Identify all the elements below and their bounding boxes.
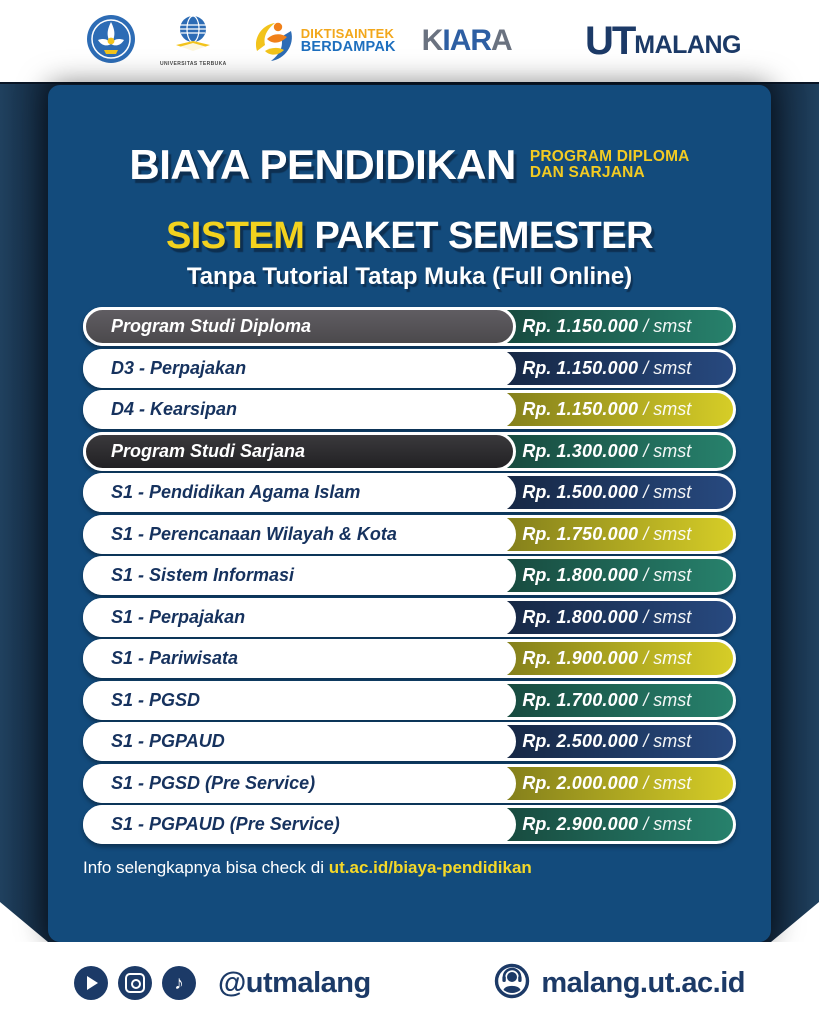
- fee-rows: [83, 307, 736, 844]
- price-value: Rp. 1.500.000 / smst: [522, 482, 692, 502]
- fee-row: [83, 805, 736, 844]
- corner-cut-left: [0, 902, 48, 942]
- tiktok-icon[interactable]: [162, 966, 196, 1000]
- program-label: S1 - PGPAUD: [83, 722, 516, 761]
- social-handle[interactable]: @utmalang: [218, 966, 371, 999]
- diktisaintek-swoosh-icon: [251, 17, 297, 65]
- program-label: S1 - PGSD (Pre Service): [83, 764, 516, 803]
- fee-row: [83, 349, 736, 388]
- kiara-letter: A: [449, 24, 471, 57]
- price-value: Rp. 1.300.000 / smst: [522, 440, 692, 461]
- program-label: S1 - PGSD: [83, 681, 516, 720]
- scheme-heading-accent: SISTEM: [165, 215, 305, 257]
- kiara-letter: I: [442, 24, 450, 57]
- program-label: S1 - Pendidikan Agama Islam: [83, 473, 516, 512]
- corner-cut-right: [771, 902, 819, 942]
- brand-primary: UT: [584, 18, 635, 63]
- ut-malang-wordmark: [585, 19, 741, 64]
- program-label: Program Studi Diploma: [83, 307, 516, 346]
- scheme-heading-rest: PAKET SEMESTER: [304, 215, 654, 257]
- footer-bar: [0, 942, 819, 1024]
- brand-secondary: MALANG: [634, 30, 741, 59]
- info-text: Info selengkapnya bisa check di: [83, 858, 329, 877]
- program-label: S1 - Perpajakan: [83, 598, 516, 637]
- fee-row: [83, 515, 736, 554]
- kiara-letter: A: [491, 24, 512, 57]
- fee-row: [83, 764, 736, 803]
- camera-glyph: [125, 973, 145, 993]
- program-label: D3 - Perpajakan: [83, 349, 516, 388]
- instagram-icon[interactable]: [118, 966, 152, 1000]
- scheme-subheading: Tanpa Tutorial Tatap Muka (Full Online): [186, 263, 633, 290]
- kiara-letter: R: [470, 24, 492, 57]
- universitas-terbuka-logo: [160, 15, 227, 67]
- program-label: Program Studi Sarjana: [83, 432, 516, 471]
- program-label: S1 - Perencanaan Wilayah & Kota: [83, 515, 516, 554]
- universitas-terbuka-globe-icon: [170, 15, 216, 59]
- badge-line-1: PROGRAM DIPLOMA: [529, 147, 690, 165]
- fee-row: [83, 307, 736, 346]
- poster-background: [0, 82, 819, 942]
- note-glyph: ♪: [174, 972, 184, 994]
- price-value: Rp. 1.700.000 / smst: [522, 689, 692, 710]
- info-link[interactable]: ut.ac.id/biaya-pendidikan: [328, 858, 532, 877]
- hero-block: [48, 141, 771, 189]
- poster-title: BIAYA PENDIDIKAN: [129, 141, 516, 188]
- fee-row: [83, 556, 736, 595]
- fee-row: [83, 681, 736, 720]
- berdampak-label: BERDAMPAK: [300, 39, 396, 56]
- info-line: [83, 858, 736, 878]
- logo-bar: [0, 0, 819, 82]
- price-value: Rp. 1.150.000 / smst: [522, 399, 692, 419]
- price-value: Rp. 1.800.000 / smst: [522, 565, 692, 585]
- kiara-logo: [422, 24, 512, 58]
- program-label: S1 - Sistem Informasi: [83, 556, 516, 595]
- youtube-icon[interactable]: [74, 966, 108, 1000]
- scheme-heading: [48, 215, 771, 258]
- fee-row: [83, 722, 736, 761]
- price-value: Rp. 2.900.000 / smst: [522, 814, 692, 834]
- price-value: Rp. 1.150.000 / smst: [522, 316, 692, 336]
- universitas-terbuka-caption: UNIVERSITAS TERBUKA: [160, 61, 227, 67]
- headset-person-icon: [493, 962, 531, 1005]
- poster-card: [48, 85, 771, 942]
- price-value: Rp. 2.000.000 / smst: [522, 772, 692, 793]
- social-block: [74, 966, 371, 1000]
- fee-row: [83, 473, 736, 512]
- program-label: S1 - Pariwisata: [83, 639, 516, 678]
- play-glyph: [87, 976, 98, 990]
- program-label: S1 - PGPAUD (Pre Service): [83, 805, 516, 844]
- price-value: Rp. 1.150.000 / smst: [522, 357, 692, 378]
- partner-logos: [86, 14, 512, 69]
- fee-row: [83, 639, 736, 678]
- program-label: D4 - Kearsipan: [83, 390, 516, 429]
- diktisaintek-label: DIKTISAINTEK: [300, 25, 395, 41]
- price-value: Rp. 1.750.000 / smst: [522, 523, 692, 544]
- kemdikbud-logo-icon: [86, 14, 136, 69]
- price-value: Rp. 1.800.000 / smst: [522, 606, 692, 627]
- price-value: Rp. 2.500.000 / smst: [522, 731, 692, 751]
- program-badge: [530, 149, 690, 182]
- kiara-letter: K: [421, 24, 443, 57]
- website-url[interactable]: malang.ut.ac.id: [541, 966, 745, 999]
- fee-row: [83, 598, 736, 637]
- diktisaintek-logo: [251, 17, 396, 65]
- fee-row: [83, 390, 736, 429]
- badge-line-2: DAN SARJANA: [529, 164, 645, 181]
- fee-row: [83, 432, 736, 471]
- price-value: Rp. 1.900.000 / smst: [522, 648, 692, 668]
- website-block: [493, 962, 745, 1005]
